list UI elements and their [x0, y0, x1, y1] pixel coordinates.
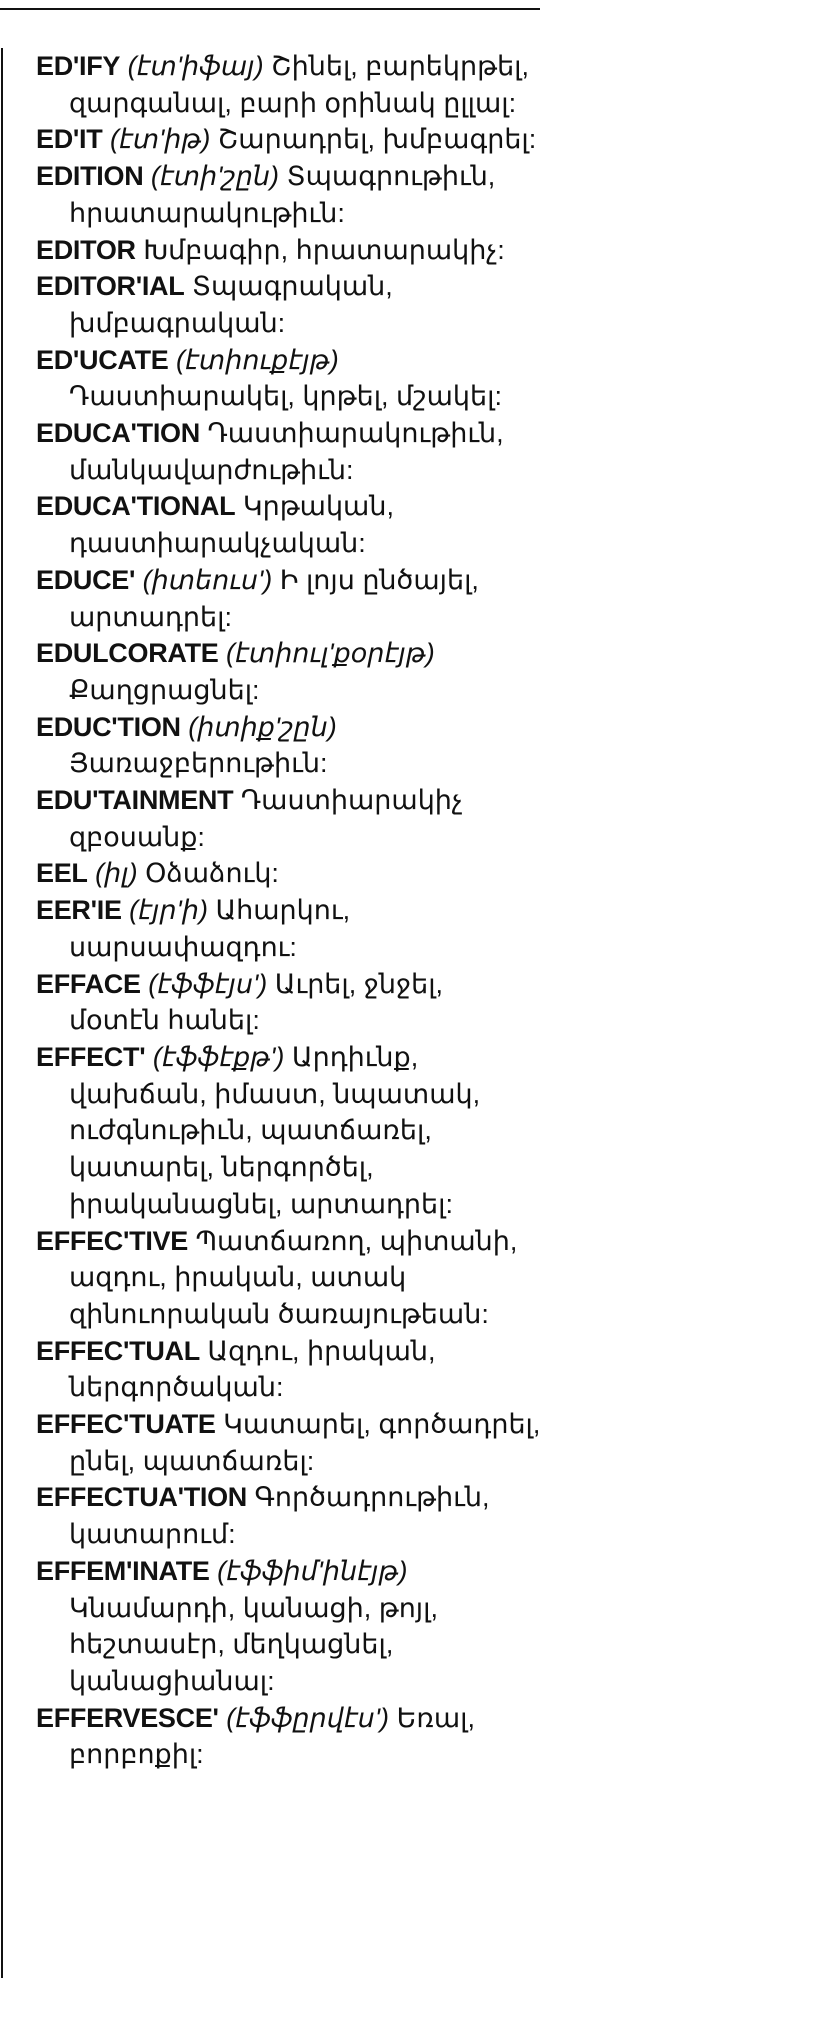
- dictionary-entry: [36, 966, 541, 1039]
- entry-definition: Եռալ, բորբոքիլ:: [69, 1702, 475, 1770]
- entry-pronunciation: (էտիուլ'քօրէյթ): [226, 638, 435, 669]
- entry-definition: Խմբագիր, հրատարակիչ:: [143, 234, 505, 265]
- dictionary-entry: [36, 1333, 541, 1406]
- entry-pronunciation: (էֆֆըրվէս'): [226, 1702, 390, 1733]
- entry-headword: EDITOR: [36, 234, 136, 265]
- dictionary-entry: [36, 158, 541, 231]
- entry-definition: Աւրել, ջնջել, մօտէն հանել:: [69, 968, 444, 1036]
- entry-pronunciation: (էֆֆէքթ'): [152, 1041, 285, 1072]
- entry-headword: EER'IE: [36, 895, 122, 926]
- entry-headword: EDULCORATE: [36, 638, 219, 669]
- entry-definition: Դաստիարակութիւն, մանկավարժութիւն:: [69, 418, 504, 485]
- dictionary-entry: [36, 121, 541, 158]
- entry-definition: Պատճառող, պիտանի, ազդու, իրական, ատակ զինուորական ծառայութեան:: [69, 1225, 518, 1329]
- dictionary-entry: [36, 415, 541, 488]
- entry-definition: Օձաձուկ:: [145, 858, 279, 889]
- dictionary-entry: [36, 268, 541, 341]
- dictionary-entry: [36, 562, 541, 635]
- entry-definition: Ահարկու, սարսափազդու:: [69, 895, 351, 962]
- entry-definition: Գործադրութիւն, կատարում:: [69, 1482, 490, 1550]
- left-column-rule: [1, 48, 3, 1978]
- top-rule: [0, 8, 540, 10]
- dictionary-entries: [36, 48, 541, 1773]
- entry-headword: EFFEM'INATE: [36, 1555, 210, 1586]
- entry-definition: Դաստիարակել, կրթել, մշակել:: [69, 381, 502, 412]
- entry-headword: EFFEC'TUAL: [36, 1335, 200, 1366]
- entry-headword: EDUCA'TIONAL: [36, 491, 236, 522]
- entry-headword: EFFECT': [36, 1041, 146, 1072]
- entry-definition: Ազդու, իրական, ներգործական:: [69, 1335, 436, 1403]
- entry-headword: EDUCA'TION: [36, 418, 200, 449]
- entry-pronunciation: (իտիք'շըն): [188, 711, 337, 742]
- entry-definition: Կրթական, դաստիարակչական:: [69, 491, 394, 559]
- entry-pronunciation: (իլ): [95, 858, 138, 889]
- entry-definition: Քաղցրացնել:: [69, 674, 260, 705]
- entry-headword: EFFERVESCE': [36, 1702, 219, 1733]
- entry-pronunciation: (իտեուս'): [142, 564, 273, 595]
- dictionary-entry: [36, 1700, 541, 1773]
- entry-headword: ED'UCATE: [36, 344, 169, 375]
- entry-headword: EDUCE': [36, 564, 136, 595]
- entry-headword: EEL: [36, 858, 88, 889]
- entry-headword: EDITION: [36, 161, 144, 192]
- dictionary-entry: [36, 48, 541, 121]
- dictionary-entry: [36, 1039, 541, 1223]
- dictionary-entry: [36, 1223, 541, 1333]
- entry-headword: ED'IFY: [36, 51, 121, 81]
- entry-headword: EDITOR'IAL: [36, 271, 185, 302]
- entry-headword: ED'IT: [36, 124, 103, 155]
- entry-pronunciation: (էֆֆիմ'ինէյթ): [217, 1555, 408, 1586]
- entry-definition: Արդիւնք, վախճան, իմաստ, նպատակ, ուժգնութիւն, պատճառել, կատարել, ներգործել, իրականացնել, արտադրել:: [69, 1041, 481, 1219]
- entry-definition: Տպագրական, խմբագրական:: [69, 271, 393, 338]
- entry-definition: Կատարել, գործադրել, ընել, պատճառել:: [69, 1409, 541, 1476]
- dictionary-entry: [36, 1406, 541, 1479]
- entry-pronunciation: (էֆֆէյս'): [148, 968, 268, 999]
- dictionary-entry: [36, 855, 541, 892]
- entry-definition: Յառաջբերութիւն:: [69, 748, 328, 779]
- entry-pronunciation: (էտ'իթ): [109, 124, 211, 155]
- entry-pronunciation: (էտ'իֆայ): [127, 51, 264, 81]
- dictionary-entry: [36, 635, 541, 708]
- entry-headword: EFFEC'TIVE: [36, 1225, 188, 1256]
- entry-pronunciation: (էտիուքէյթ): [176, 344, 339, 375]
- dictionary-entry: [36, 892, 541, 965]
- dictionary-entry: [36, 709, 541, 782]
- entry-definition: Տպագրութիւն, հրատարակութիւն:: [69, 161, 496, 228]
- entry-headword: EFFECTUA'TION: [36, 1482, 248, 1513]
- entry-definition: Ի լոյս ընծայել, արտադրել:: [69, 564, 479, 632]
- dictionary-entry: [36, 782, 541, 855]
- entry-headword: EFFEC'TUATE: [36, 1409, 216, 1440]
- entry-pronunciation: (էտի'շըն): [150, 161, 280, 192]
- dictionary-entry: [36, 342, 541, 415]
- entry-definition: Կնամարդի, կանացի, թոյլ, հեշտասէր, մեղկացնել, կանացիանալ:: [69, 1592, 438, 1696]
- entry-headword: EFFACE: [36, 968, 141, 999]
- entry-pronunciation: (էյր'ի): [129, 895, 208, 926]
- dictionary-entry: [36, 488, 541, 561]
- entry-definition: Շարադրել, խմբագրել:: [217, 124, 537, 155]
- dictionary-entry: [36, 1479, 541, 1552]
- entry-headword: EDU'TAINMENT: [36, 785, 234, 816]
- entry-definition: Դաստիարակիչ զբօսանք:: [69, 785, 463, 852]
- entry-headword: EDUC'TION: [36, 711, 181, 742]
- dictionary-entry: [36, 232, 541, 269]
- entry-definition: Շինել, բարեկրթել, զարգանալ, բարի օրինակ ըլլալ:: [69, 51, 530, 118]
- dictionary-entry: [36, 1553, 541, 1700]
